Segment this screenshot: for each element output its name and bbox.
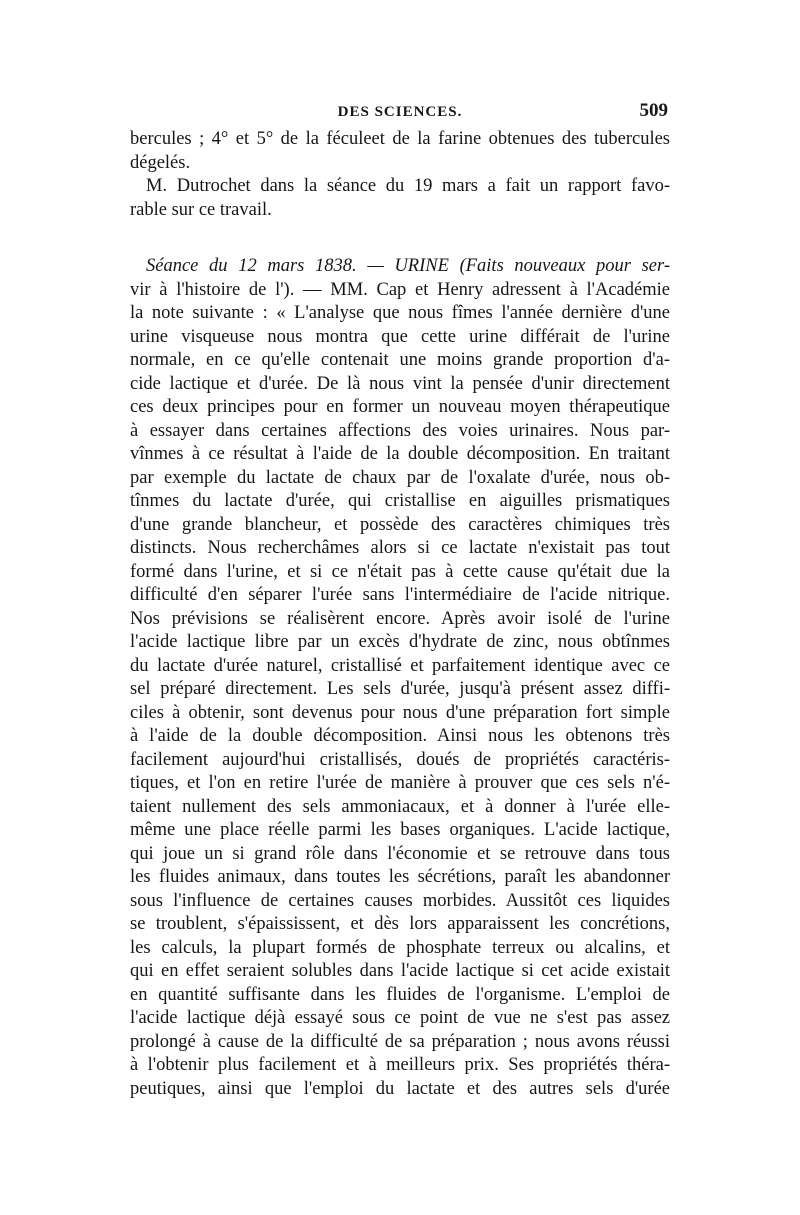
text-line: bercules ; 4° et 5° de la féculeet de la farine obtenues des tubercules (130, 129, 670, 149)
text-line: la note suivante : « L'analyse que nous fîmes l'année dernière d'une (130, 303, 670, 323)
text-line: qui joue un si grand rôle dans l'économie et se retrouve dans tous (130, 843, 670, 864)
text-line: l'acide lactique libre par un excès d'hydrate de zinc, nous obtînmes (130, 632, 670, 652)
text-line: M. Dutrochet dans la séance du 19 mars a fait un rapport favo- (146, 176, 670, 196)
running-title: DES SCIENCES. (337, 104, 463, 120)
text-line: à essayer dans certaines affections des voies urinaires. Nous par- (130, 420, 670, 441)
text-line: sous l'influence de certaines causes morbides. Aussitôt ces liquides (130, 890, 670, 911)
text-line: taient nullement des sels ammoniacaux, et à donner à l'urée elle- (130, 796, 670, 817)
text-line: tiques, et l'on en retire l'urée de manière à prouver que ces sels n'é- (130, 773, 670, 793)
text-line: d'une grande blancheur, et possède des caractères chimiques très (130, 514, 670, 535)
text-line: par exemple du lactate de chaux par de l'oxalate d'urée, nous ob- (130, 467, 670, 488)
text-line: vir à l'histoire de l'). — MM. Cap et Henry adressent à l'Académie (130, 279, 670, 300)
text-line: distincts. Nous recherchâmes alors si ce lactate n'existait pas tout (130, 538, 670, 558)
text-line: normale, en ce qu'elle contenait une moins grande proportion d'a- (130, 350, 670, 370)
text-line: du lactate d'urée naturel, cristallisé et parfaitement identique avec ce (130, 655, 670, 676)
text-line: urine visqueuse nous montra que cette urine différait de l'urine (130, 326, 670, 347)
running-head (130, 100, 670, 124)
body-text (130, 128, 670, 1101)
text-line: ciles à obtenir, sont devenus pour nous d'une préparation fort simple (130, 702, 670, 723)
text-line: tînmes du lactate d'urée, qui cristallise en aiguilles prismatiques (130, 491, 670, 511)
text-line: formé dans l'urine, et si ce n'était pas à cette cause qu'était due la (130, 561, 670, 582)
text-line: prolongé à cause de la difficulté de sa préparation ; nous avons réussi (130, 1031, 670, 1052)
text-line: Nos prévisions se réalisèrent encore. Après avoir isolé de l'urine (130, 608, 670, 629)
text-line: facilement aujourd'hui cristallisés, doués de propriétés caractéris- (130, 749, 670, 770)
text-line: les fluides animaux, dans toutes les sécrétions, paraît les abandonner (130, 867, 670, 887)
session-heading-line: Séance du 12 mars 1838. — URINE (Faits nouveaux pour ser- (146, 256, 670, 276)
text-line: à l'aide de la double décomposition. Ainsi nous les obtenons très (130, 726, 670, 746)
text-line: en quantité suffisante dans les fluides de l'organisme. L'emploi de (130, 984, 670, 1005)
text-line: vînmes à ce résultat à l'aide de la double décomposition. En traitant (130, 444, 670, 464)
section-gap (130, 222, 670, 255)
text-line: ces deux principes pour en former un nouveau moyen thérapeutique (130, 397, 670, 417)
text-line: qui en effet seraient solubles dans l'acide lactique si cet acide existait (130, 961, 670, 981)
text-line: à l'obtenir plus facilement et à meilleurs prix. Ses propriétés théra- (130, 1055, 670, 1075)
text-line: rable sur ce travail. (130, 199, 272, 220)
text-line: se troublent, s'épaississent, et dès lors apparaissent les concrétions, (130, 914, 670, 934)
text-line: peutiques, ainsi que l'emploi du lactate et des autres sels d'urée (130, 1078, 670, 1099)
text-line: cide lactique et d'urée. De là nous vint la pensée d'unir directement (130, 373, 670, 394)
text-line: les calculs, la plupart formés de phosphate terreux ou alcalins, et (130, 937, 670, 958)
text-line: l'acide lactique déjà essayé sous ce point de vue ne s'est pas assez (130, 1008, 670, 1028)
text-line: sel préparé directement. Les sels d'urée, jusqu'à présent assez diffi- (130, 679, 670, 699)
page-number: 509 (639, 100, 668, 121)
text-line: difficulté d'en séparer l'urée sans l'intermédiaire de l'acide nitrique. (130, 585, 670, 605)
text-line: dégelés. (130, 152, 191, 173)
text-line: même une place réelle parmi les bases organiques. L'acide lactique, (130, 820, 670, 840)
